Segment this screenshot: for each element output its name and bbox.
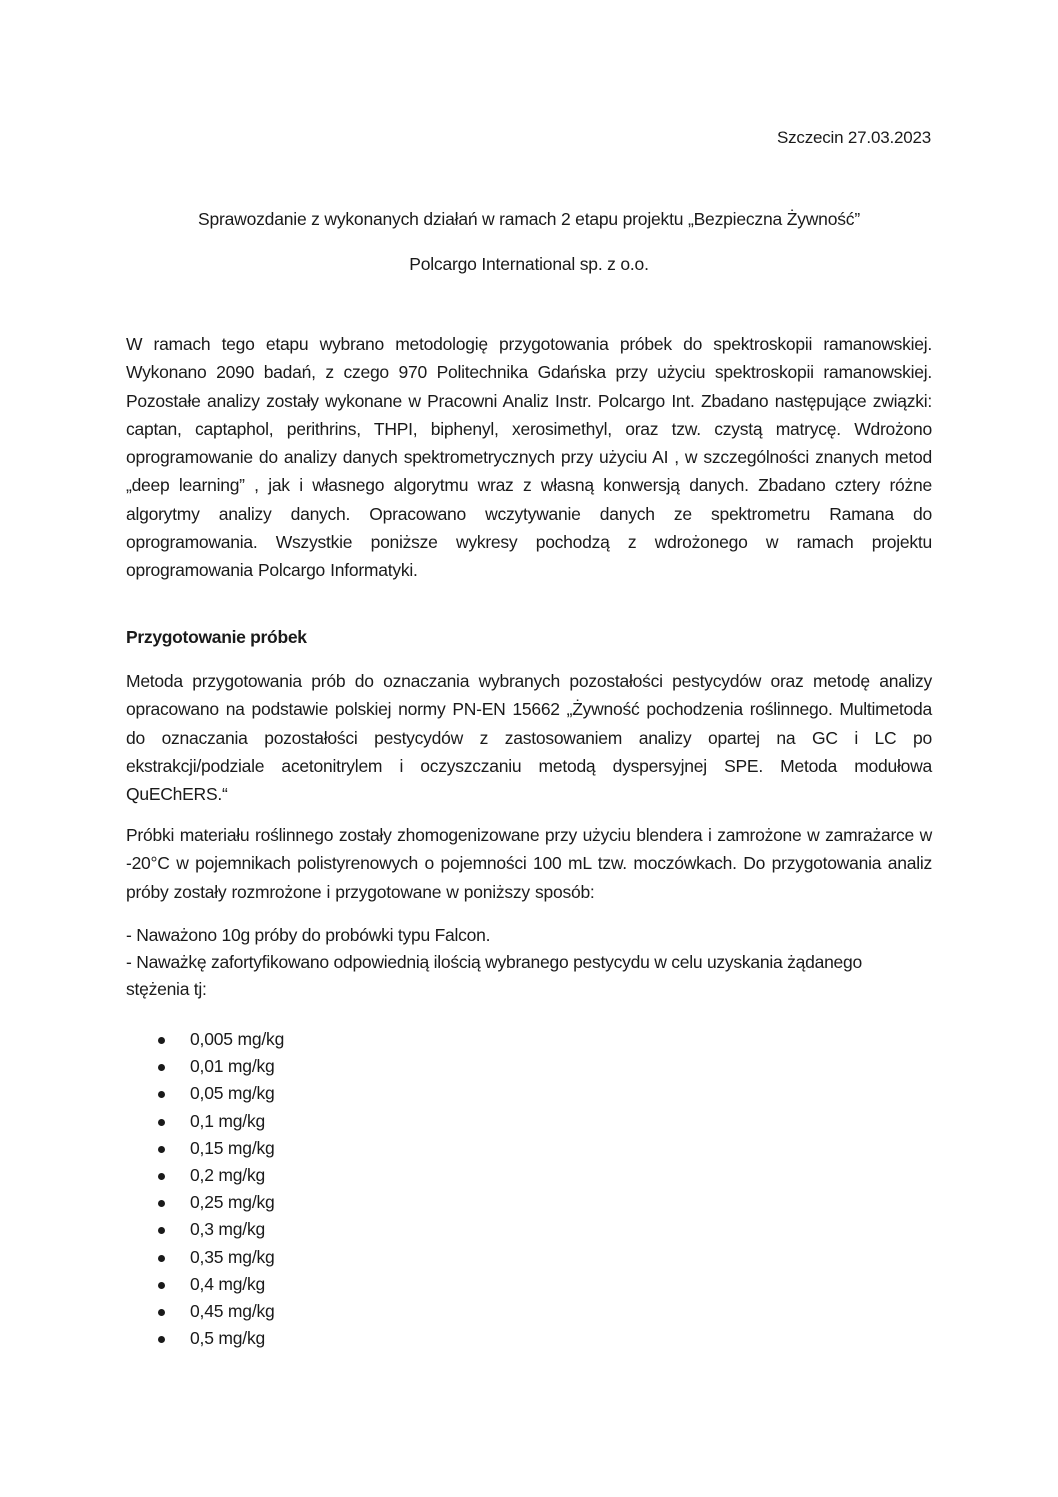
intro-paragraph: W ramach tego etapu wybrano metodologię przygotowania próbek do spektroskopii ramanowskiej. Wykonano 2090 badań, z czego 970 Politechnika Gdańska przy użyciu spektroskopii ramanowskiej. Pozostałe analizy zostały wykonane w Pracowni Analiz Instr. Polcargo Int. Zbadano następujące związki: captan, captaphol, perithrins, THPI, biphenyl, xerosimethyl, oraz tzw. czystą matrycę. Wdrożono oprogramowanie do analizy danych spektrometrycznych przy użyciu AI , w szczególności znanych metod „deep learning” , jak i własnego algorytmu wraz z własną konwersją danych. Zbadano cztery różne algorytmy analizy danych. Opracowano wczytywanie danych ze spektrometru Ramana do oprogramowania. Wszystkie poniższe wykresy pochodzą z wdrożonego w ramach projektu oprogramowania Polcargo Informatyki.: [126, 334, 932, 581]
concentration-item: [126, 1053, 284, 1080]
concentration-item: [126, 1162, 284, 1189]
concentration-value: 0,25 mg/kg: [190, 1192, 275, 1213]
report-title: Sprawozdanie z wykonanych działań w ramach 2 etapu projektu „Bezpieczna Żywność”: [198, 209, 860, 229]
concentration-item: [126, 1135, 284, 1162]
bullet-icon: [158, 1336, 165, 1343]
concentration-item: [126, 1108, 284, 1135]
concentration-value: 0,3 mg/kg: [190, 1219, 266, 1240]
concentration-value: 0,15 mg/kg: [190, 1137, 275, 1158]
concentration-item: [126, 1026, 284, 1053]
bullet-icon: [158, 1309, 165, 1316]
concentration-value: 0,05 mg/kg: [190, 1083, 275, 1104]
concentration-item: [126, 1189, 284, 1216]
concentration-value: 0,005 mg/kg: [190, 1029, 285, 1049]
concentration-item: [126, 1244, 284, 1271]
bullet-icon: [158, 1173, 165, 1180]
concentration-value: 0,5 mg/kg: [190, 1328, 266, 1349]
sample-prep-paragraph: Próbki materiału roślinnego zostały zhomogenizowane przy użyciu blendera i zamrożone w zamrażarce w -20°C w pojemnikach polistyrenowych o pojemności 100 mL tzw. moczówkach. Do przygotowania analiz próby zostały rozmrożone i przygotowane w poniższy sposób:: [126, 825, 932, 902]
concentration-value: 0,4 mg/kg: [190, 1273, 266, 1294]
bullet-icon: [158, 1064, 165, 1071]
procedure-steps: [126, 922, 926, 1003]
concentration-item: [126, 1298, 284, 1325]
concentration-value: 0,1 mg/kg: [190, 1110, 266, 1131]
procedure-step: - Naważono 10g próby do probówki typu Falcon.: [126, 925, 491, 945]
bullet-icon: [158, 1037, 165, 1044]
concentration-value: 0,35 mg/kg: [190, 1246, 275, 1267]
bullet-icon: [158, 1146, 165, 1153]
bullet-icon: [158, 1227, 165, 1234]
bullet-icon: [158, 1091, 165, 1098]
place-date: Szczecin 27.03.2023: [776, 128, 931, 147]
bullet-icon: [158, 1119, 165, 1126]
section-heading: Przygotowanie próbek: [126, 627, 307, 647]
concentration-value: 0,45 mg/kg: [190, 1300, 275, 1321]
concentration-item: [126, 1271, 284, 1298]
concentration-value: 0,2 mg/kg: [190, 1164, 266, 1185]
bullet-icon: [158, 1200, 165, 1207]
method-paragraph: Metoda przygotowania prób do oznaczania wybranych pozostałości pestycydów oraz metodę analizy opracowano na podstawie polskiej normy PN-EN 15662 „Żywność pochodzenia roślinnego. Multimetoda do oznaczania pozostałości pestycydów z zastosowaniem analizy opartej na GC i LC po ekstrakcji/podziale acetonitrylem i oczyszczaniu metodą dyspersyjnej SPE. Metoda modułowa QuEChERS.“: [126, 671, 932, 805]
concentration-item: [126, 1216, 284, 1243]
company-name: Polcargo International sp. z o.o.: [409, 254, 649, 274]
concentration-list: [126, 1026, 284, 1352]
bullet-icon: [158, 1255, 165, 1262]
concentration-value: 0,01 mg/kg: [190, 1056, 275, 1077]
bullet-icon: [158, 1282, 165, 1289]
procedure-step: - Naważkę zafortyfikowano odpowiednią ilością wybranego pestycydu w celu uzyskania żądanego stężenia tj:: [126, 952, 863, 999]
concentration-item: [126, 1325, 284, 1352]
concentration-item: [126, 1080, 284, 1107]
